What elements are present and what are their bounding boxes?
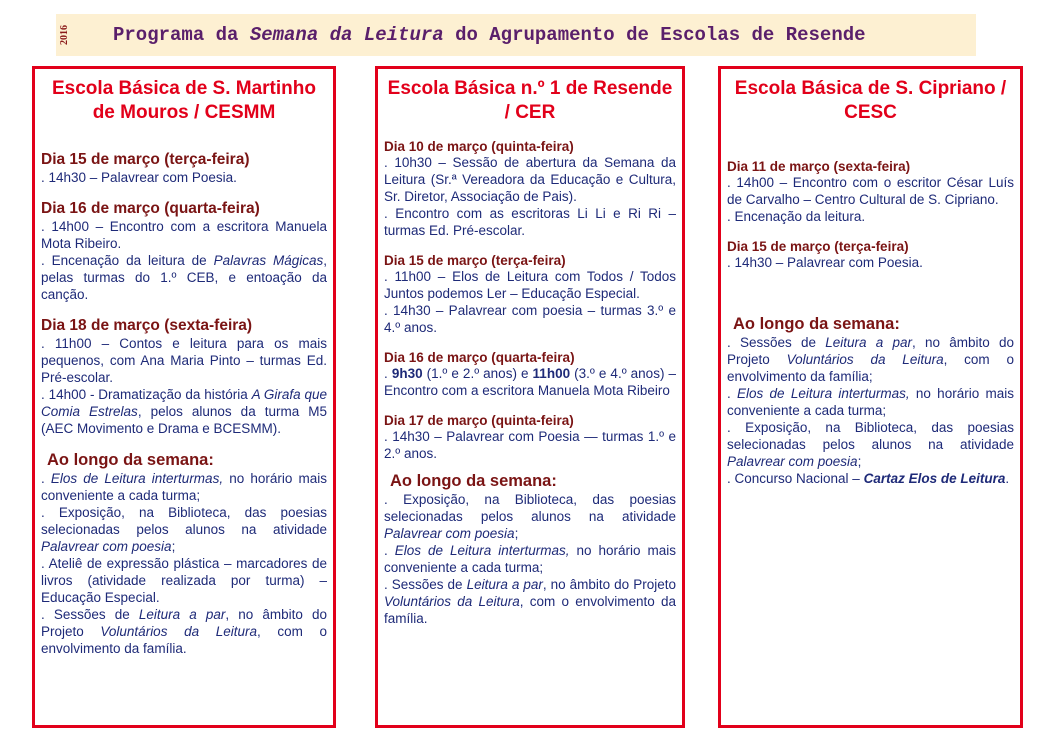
header-banner [56, 14, 976, 56]
day-heading: Dia 11 de março (sexta-feira) [727, 159, 911, 174]
list-item: . Sessões de Leitura a par, no âmbito do Projeto Voluntários da Leitura, com o envolvimento da família; [727, 335, 1015, 384]
day-heading: Dia 15 de março (terça-feira) [384, 253, 566, 268]
day-heading: Dia 15 de março (terça-feira) [41, 151, 250, 168]
day-heading: Dia 10 de março (quinta-feira) [384, 139, 574, 154]
schedule-body [384, 139, 676, 627]
school-column-cesmm [32, 66, 336, 728]
list-item: . Elos de Leitura interturmas, no horário mais conveniente a cada turma; [727, 386, 1014, 418]
schedule-item: . 11h00 – Elos de Leitura com Todos / Todos Juntos podemos Ler – Educação Especial. [384, 269, 676, 301]
schedule-item: . Encontro com as escritoras Li Li e Ri Ri – turmas Ed. Pré-escolar. [384, 206, 676, 238]
section-heading: Ao longo da semana: [47, 451, 214, 469]
title-emphasis: Semana da Leitura [249, 24, 444, 46]
schedule-item: . 10h30 – Sessão de abertura da Semana da Leitura (Sr.ª Vereadora da Educação e Cultura, Sr. Diretor, Associação de Pais). [384, 155, 676, 204]
day-heading: Dia 15 de março (terça-feira) [727, 239, 909, 254]
list-item: . Elos de Leitura interturmas, no horário mais conveniente a cada turma; [384, 543, 676, 575]
day-heading: Dia 16 de março (quarta-feira) [41, 200, 260, 217]
list-item: . Concurso Nacional – Cartaz Elos de Leitura. [727, 471, 1010, 486]
title-suffix: do Agrupamento de Escolas de Resende [443, 24, 866, 46]
list-item: . Exposição, na Biblioteca, das poesias selecionadas pelos alunos na atividade Palavrear com poesia; [727, 420, 1014, 469]
school-column-cesc [718, 66, 1023, 728]
schedule-item: . 14h00 – Encontro com a escritora Manuela Mota Ribeiro. [41, 219, 327, 251]
day-heading: Dia 16 de março (quarta-feira) [384, 350, 575, 365]
school-title: Escola Básica de S. Martinho de Mouros / CESMM [52, 78, 316, 123]
schedule-item: . 14h00 – Encontro com o escritor César Luís de Carvalho – Centro Cultural de S. Cipriano. [727, 175, 1014, 207]
schedule-item: . 14h30 – Palavrear com Poesia. [41, 170, 237, 185]
list-item: . Exposição, na Biblioteca, das poesias selecionadas pelos alunos na atividade Palavrear com poesia; [384, 492, 676, 541]
list-item: . Ateliê de expressão plástica – marcadores de livros (atividade realizada por turma) – Educação Especial. [41, 556, 327, 605]
school-title: Escola Básica n.º 1 de Resende / CER [387, 78, 673, 123]
page-title [113, 24, 866, 46]
schedule-body [727, 159, 1014, 487]
school-title: Escola Básica de S. Cipriano / CESC [734, 78, 1007, 123]
day-heading: Dia 18 de março (sexta-feira) [41, 317, 253, 334]
section-heading: Ao longo da semana: [390, 472, 557, 490]
schedule-item: . 14h30 – Palavrear com Poesia — turmas 1.º e 2.º anos. [384, 429, 676, 461]
school-column-cer [375, 66, 685, 728]
section-heading: Ao longo da semana: [733, 315, 900, 333]
schedule-item: . 11h00 – Contos e leitura para os mais pequenos, com Ana Maria Pinto – turmas Ed. Pré-escolar. [41, 336, 327, 385]
schedule-item: . 9h30 (1.º e 2.º anos) e 11h00 (3.º e 4.º anos) – Encontro com a escritora Manuela Mota Ribeiro [384, 366, 676, 398]
schedule-item: . 14h30 – Palavrear com Poesia. [727, 255, 923, 270]
list-item: . Sessões de Leitura a par, no âmbito do Projeto Voluntários da Leitura, com o envolvimento da família. [41, 607, 327, 656]
schedule-item: . Encenação da leitura de Palavras Mágicas, pelas turmas do 1.º CEB, e entoação da canção. [41, 253, 328, 302]
year-label: 2016 [59, 25, 70, 45]
schedule-item: . Encenação da leitura. [727, 209, 866, 224]
title-prefix: Programa da [113, 24, 250, 46]
schedule-item: . 14h00 - Dramatização da história A Girafa que Comia Estrelas, pelos alunos da turma M5 (AEC Movimento e Drama e BCESMM). [41, 387, 328, 436]
list-item: . Exposição, na Biblioteca, das poesias selecionadas pelos alunos na atividade Palavrear com poesia; [41, 505, 327, 554]
list-item: . Elos de Leitura interturmas, no horário mais conveniente a cada turma; [41, 471, 327, 503]
list-item: . Sessões de Leitura a par, no âmbito do Projeto Voluntários da Leitura, com o envolvimento da família. [384, 577, 676, 626]
day-heading: Dia 17 de março (quinta-feira) [384, 413, 574, 428]
schedule-body [41, 151, 327, 657]
schedule-item: . 14h30 – Palavrear com poesia – turmas 3.º e 4.º anos. [384, 303, 676, 335]
